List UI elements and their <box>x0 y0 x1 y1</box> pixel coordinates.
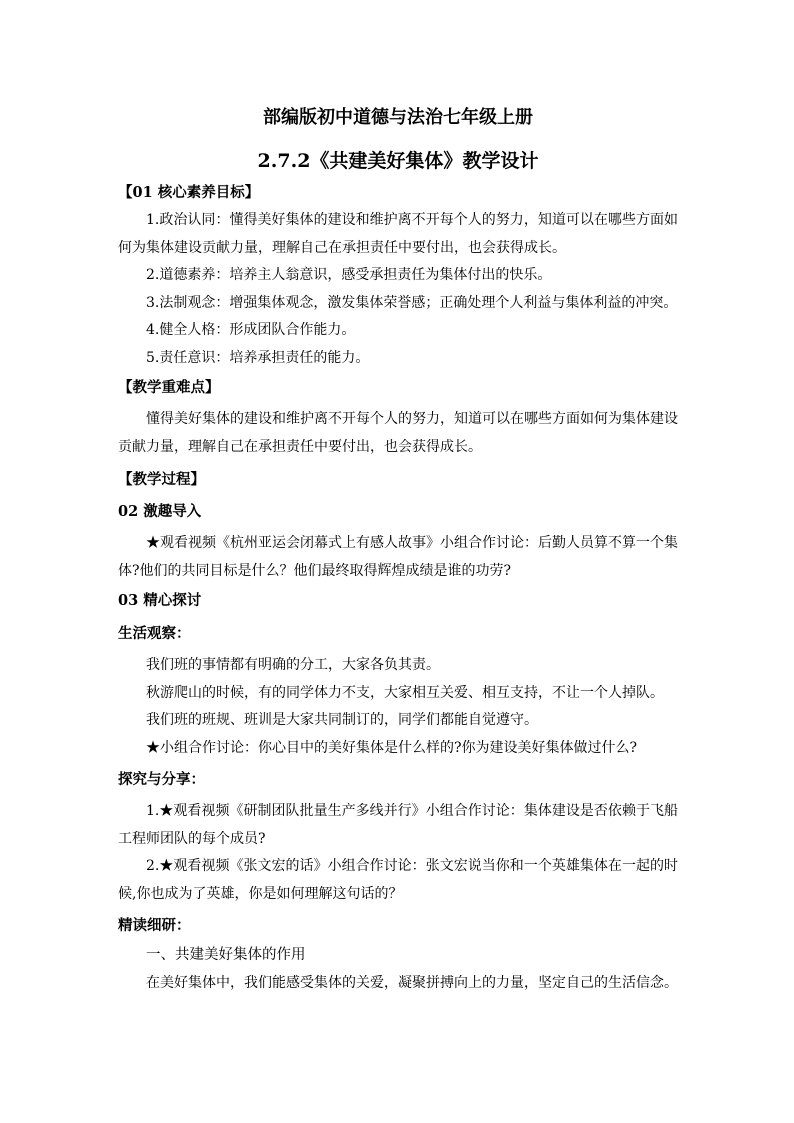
core-goals-heading: 【01 核心素养目标】 <box>118 184 260 201</box>
intro-heading: 02 激趣导入 <box>118 503 202 520</box>
life-observation-item: 我们班的事情都有明确的分工，大家各负其责。 <box>146 657 440 673</box>
core-goal-item: 3.法制观念：增强集体观念，激发集体荣誉感；正确处理个人利益与集体利益的冲突。 <box>146 294 678 311</box>
document-subtitle: 2.7.2《共建美好集体》教学设计 <box>257 150 539 172</box>
close-reading-text: 在美好集体中，我们能感受集体的关爱，凝聚拼搏向上的力量，坚定自己的生活信念。 <box>146 974 678 991</box>
document-page <box>118 96 678 997</box>
core-goal-item: 1.政治认同：懂得美好集体的建设和维护离不开每个人的努力，知道可以在哪些方面如何为集体建设贡献力量，理解自己在承担责任中要付出，也会获得成长。 <box>118 212 678 256</box>
life-observation-item: 秋游爬山的时候，有的同学体力不支，大家相互关爱、相互支持，不让一个人掉队。 <box>146 684 664 701</box>
explore-share-item: 2.★观看视频《张文宏的话》小组合作讨论：张文宏说当你和一个英雄集体在一起的时候,你也成为了英雄，你是如何理解这句话的？ <box>118 858 678 902</box>
process-heading: 【教学过程】 <box>118 471 205 488</box>
explore-share-item: 1.★观看视频《研制团队批量生产多线并行》小组合作讨论：集体建设是否依赖于飞船工程师团队的每个成员? <box>118 803 678 847</box>
key-points-text: 懂得美好集体的建设和维护离不开每个人的努力，知道可以在哪些方面如何为集体建设贡献力量，理解自己在承担责任中要付出，也会获得成长。 <box>118 411 678 455</box>
core-goal-item: 5.责任意识：培养承担责任的能力。 <box>146 349 370 366</box>
document-title: 部编版初中道德与法治七年级上册 <box>263 107 533 128</box>
close-reading-subheading: 一、共建美好集体的作用 <box>146 947 306 963</box>
group-discussion-item: ★小组合作讨论：你心目中的美好集体是什么样的?你为建设美好集体做过什么? <box>146 739 638 756</box>
key-points-heading: 【教学重难点】 <box>118 379 220 396</box>
core-goal-item: 4.健全人格：形成团队合作能力。 <box>146 322 356 338</box>
discussion-heading: 03 精心探讨 <box>118 592 202 609</box>
core-goal-item: 2.道德素养：培养主人翁意识，感受承担责任为集体付出的快乐。 <box>146 267 552 283</box>
life-observation-heading: 生活观察： <box>118 625 191 642</box>
life-observation-item: 我们班的班规、班训是大家共同制订的，同学们都能自觉遵守。 <box>146 712 538 728</box>
explore-share-heading: 探究与分享： <box>118 771 205 788</box>
close-reading-heading: 精读细研： <box>118 917 191 934</box>
intro-text: ★观看视频《杭州亚运会闭幕式上有感人故事》小组合作讨论：后勤人员算不算一个集体?他们的共同目标是什么？他们最终取得辉煌成绩是谁的功劳? <box>118 535 678 579</box>
